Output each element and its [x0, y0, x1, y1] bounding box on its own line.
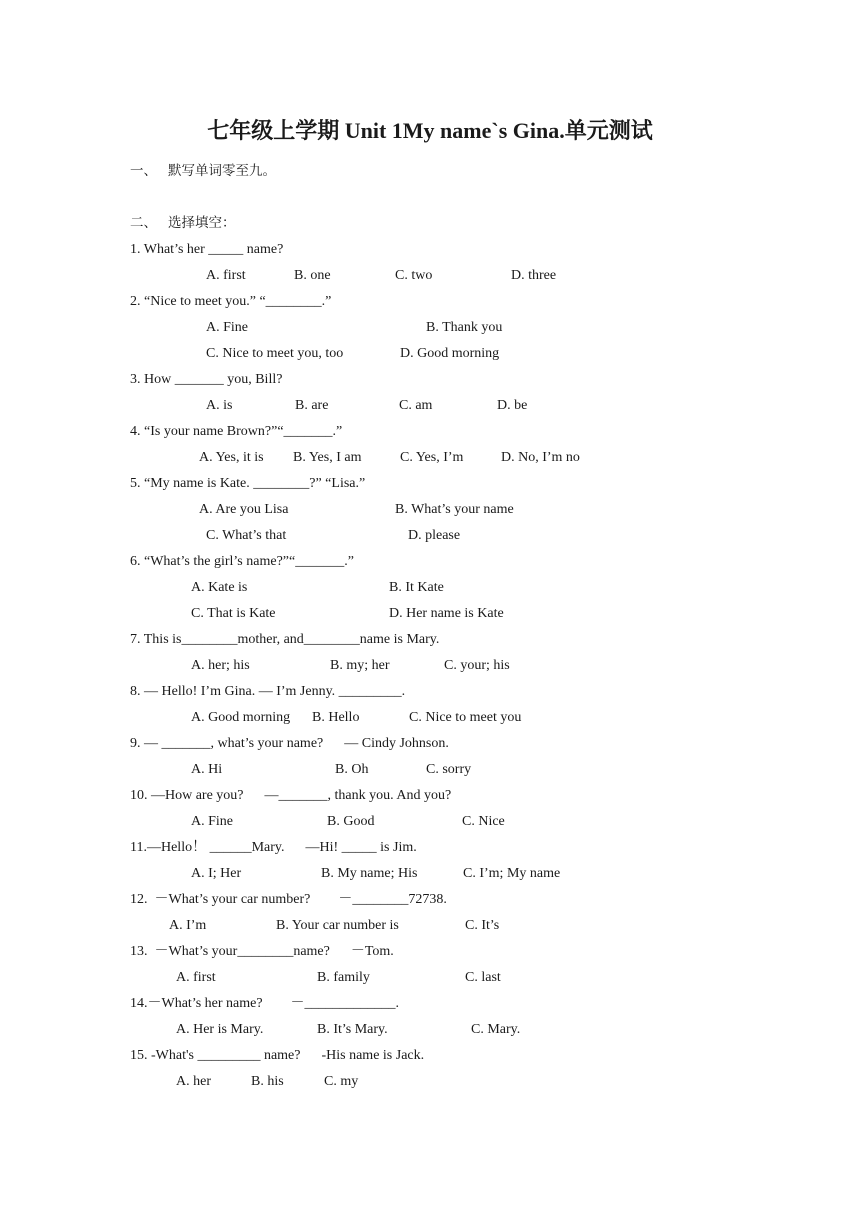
answer-option: C. Nice to meet you, too [206, 346, 344, 361]
answer-option: A. Are you Lisa [199, 502, 289, 517]
answer-option: A. I; Her [191, 866, 242, 881]
answer-option: A. Fine [206, 320, 248, 335]
answer-option: A. Good morning [191, 710, 291, 725]
answer-option: A. Kate is [191, 580, 248, 595]
answer-option: B. Thank you [426, 320, 503, 335]
question-stem: 9. — _______, what’s your name? — Cindy Johnson. [130, 736, 449, 751]
question-stem: 5. “My name is Kate. ________?” “Lisa.” [130, 476, 366, 491]
answer-option: C. last [465, 970, 501, 985]
answer-option: B. Hello [312, 710, 360, 725]
question-stem: 1. What’s her _____ name? [130, 242, 284, 257]
question-stem: 11.—Hello！ ______Mary. —Hi! _____ is Jim. [130, 840, 417, 855]
answer-option: C. your; his [444, 658, 510, 673]
answer-option: B. My name; His [321, 866, 418, 881]
answer-option: A. her; his [191, 658, 250, 673]
answer-option: C. I’m; My name [463, 866, 561, 881]
section-1-heading: 默写单词零至九。 [168, 163, 276, 179]
question-stem: 2. “Nice to meet you.” “________.” [130, 294, 332, 309]
question-stem: 14.－What’s her name? －_____________. [130, 996, 400, 1011]
answer-option: A. Fine [191, 814, 233, 829]
question-stem: 13. －What’s your________name? －Tom. [130, 944, 394, 959]
answer-option: C. sorry [426, 762, 472, 777]
answer-option: D. be [497, 398, 528, 413]
answer-option: B. Good [327, 814, 375, 829]
answer-option: A. Hi [191, 762, 223, 777]
answer-option: D. Good morning [400, 346, 500, 361]
answer-option: D. please [408, 528, 461, 543]
question-stem: 4. “Is your name Brown?”“_______.” [130, 424, 343, 439]
answer-option: B. his [251, 1074, 284, 1089]
answer-option: A. first [176, 970, 216, 985]
answer-option: D. No, I’m no [501, 450, 580, 465]
question-stem: 15. -What's _________ name? -His name is Jack. [130, 1048, 425, 1063]
section-2-number: 二、 [130, 215, 157, 231]
answer-option: C. What’s that [206, 528, 287, 543]
answer-option: C. am [399, 398, 433, 413]
section-1-number: 一、 [130, 163, 157, 179]
question-stem: 8. — Hello! I’m Gina. — I’m Jenny. _________. [130, 684, 406, 699]
page-title: 七年级上学期 Unit 1My name`s Gina.单元测试 [207, 118, 653, 143]
answer-option: C. Mary. [471, 1022, 521, 1037]
answer-option: B. Your car number is [276, 918, 399, 933]
answer-option: B. family [317, 970, 370, 985]
answer-option: C. That is Kate [191, 606, 276, 621]
answer-option: C. my [324, 1074, 359, 1089]
answer-option: B. Yes, I am [293, 450, 362, 465]
answer-option: B. my; her [330, 658, 390, 673]
answer-option: A. her [176, 1074, 211, 1089]
answer-option: B. Oh [335, 762, 369, 777]
answer-option: A. Yes, it is [199, 450, 264, 465]
question-stem: 12. －What’s your car number? －________72738. [130, 892, 447, 907]
answer-option: D. three [511, 268, 557, 283]
question-stem: 6. “What’s the girl’s name?”“_______.” [130, 554, 354, 569]
answer-option: D. Her name is Kate [389, 606, 504, 621]
answer-option: C. Yes, I’m [400, 450, 464, 465]
answer-option: C. two [395, 268, 433, 283]
answer-option: B. It Kate [389, 580, 444, 595]
answer-option: B. What’s your name [395, 502, 514, 517]
question-stem: 3. How _______ you, Bill? [130, 372, 283, 387]
question-stem: 7. This is________mother, and________name is Mary. [130, 632, 440, 647]
answer-option: C. Nice to meet you [409, 710, 522, 725]
question-stem: 10. —How are you? —_______, thank you. And you? [130, 788, 452, 803]
answer-option: C. Nice [462, 814, 505, 829]
answer-option: B. one [294, 268, 331, 283]
answer-option: A. is [206, 398, 233, 413]
answer-option: A. I’m [169, 918, 207, 933]
answer-option: A. first [206, 268, 246, 283]
answer-option: A. Her is Mary. [176, 1022, 264, 1037]
answer-option: B. are [295, 398, 329, 413]
answer-option: C. It’s [465, 918, 500, 933]
section-2-heading: 选择填空： [168, 215, 236, 231]
answer-option: B. It’s Mary. [317, 1022, 388, 1037]
